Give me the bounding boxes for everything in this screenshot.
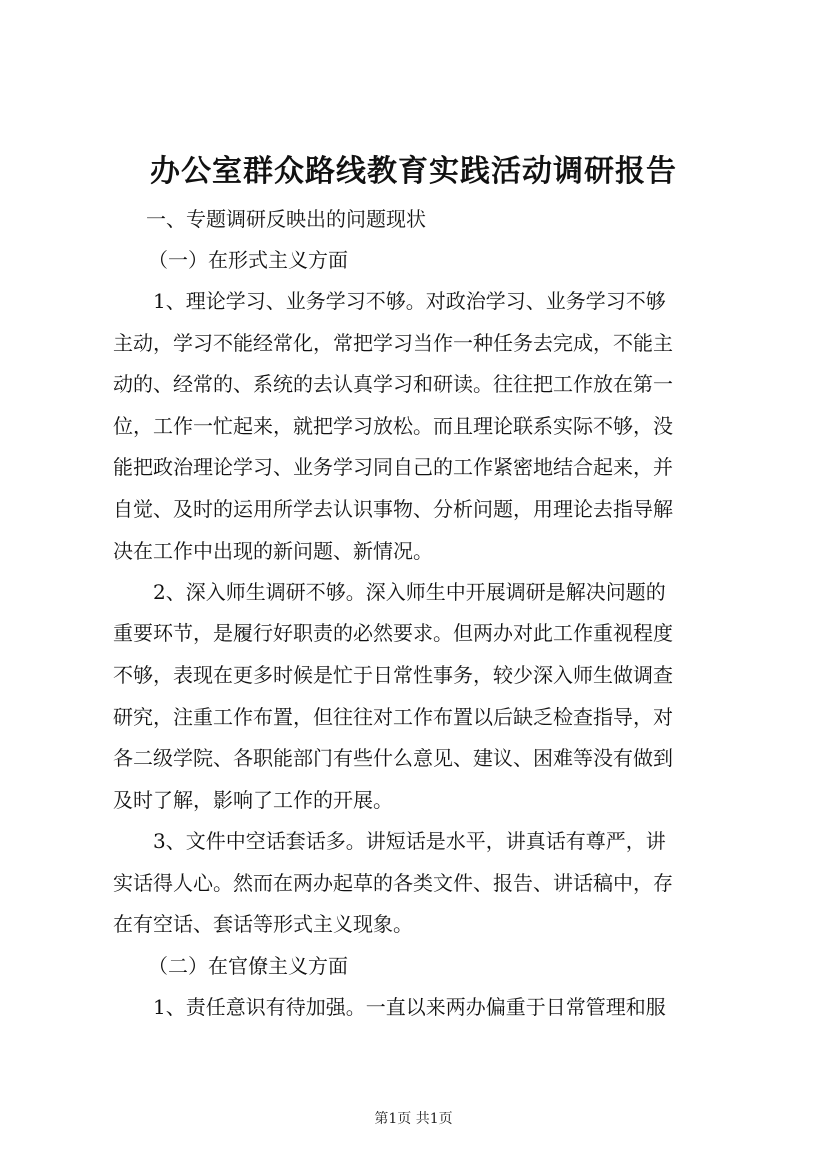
paragraph-line: 决在工作中出现的新问题、新情况。 [113,539,433,563]
paragraph-line: 研究，注重工作布置，但往往对工作布置以后缺乏检查指导，对 [113,705,673,729]
paragraph-line: 在有空话、套话等形式主义现象。 [113,912,413,936]
paragraph-line: 不够，表现在更多时候是忙于日常性事务，较少深入师生做调查 [113,663,673,687]
paragraph-line: 1、责任意识有待加强。一直以来两办偏重于日常管理和服 [153,995,666,1019]
page-footer: 第1页 共1页 [374,1111,453,1127]
paragraph-line: 各二级学院、各职能部门有些什么意见、建议、困难等没有做到 [113,746,673,770]
paragraph-line: 实话得人心。然而在两办起草的各类文件、报告、讲话稿中，存 [113,871,673,895]
subsection-heading: （一）在形式主义方面 [148,248,348,272]
paragraph-line: 位，工作一忙起来，就把学习放松。而且理论联系实际不够，没 [113,414,673,438]
paragraph-line: 重要环节，是履行好职责的必然要求。但两办对此工作重视程度 [113,621,673,645]
section-heading: 一、专题调研反映出的问题现状 [146,207,426,231]
paragraph-line: 3、文件中空话套话多。讲短话是水平，讲真话有尊严，讲 [153,829,666,853]
paragraph-line: 能把政治理论学习、业务学习同自己的工作紧密地结合起来，并 [113,455,673,479]
paragraph-line: 1、理论学习、业务学习不够。对政治学习、业务学习不够 [153,289,666,313]
paragraph-line: 及时了解，影响了工作的开展。 [113,788,393,812]
paragraph-line: 2、深入师生调研不够。深入师生中开展调研是解决问题的 [153,580,666,604]
paragraph-line: 自觉、及时的运用所学去认识事物、分析问题，用理论去指导解 [113,497,673,521]
paragraph-line: 主动，学习不能经常化，常把学习当作一种任务去完成，不能主 [113,331,673,355]
paragraph-line: 动的、经常的、系统的去认真学习和研读。往往把工作放在第一 [113,372,673,396]
subsection-heading: （二）在官僚主义方面 [148,954,348,978]
document-title: 办公室群众路线教育实践活动调研报告 [150,154,677,189]
